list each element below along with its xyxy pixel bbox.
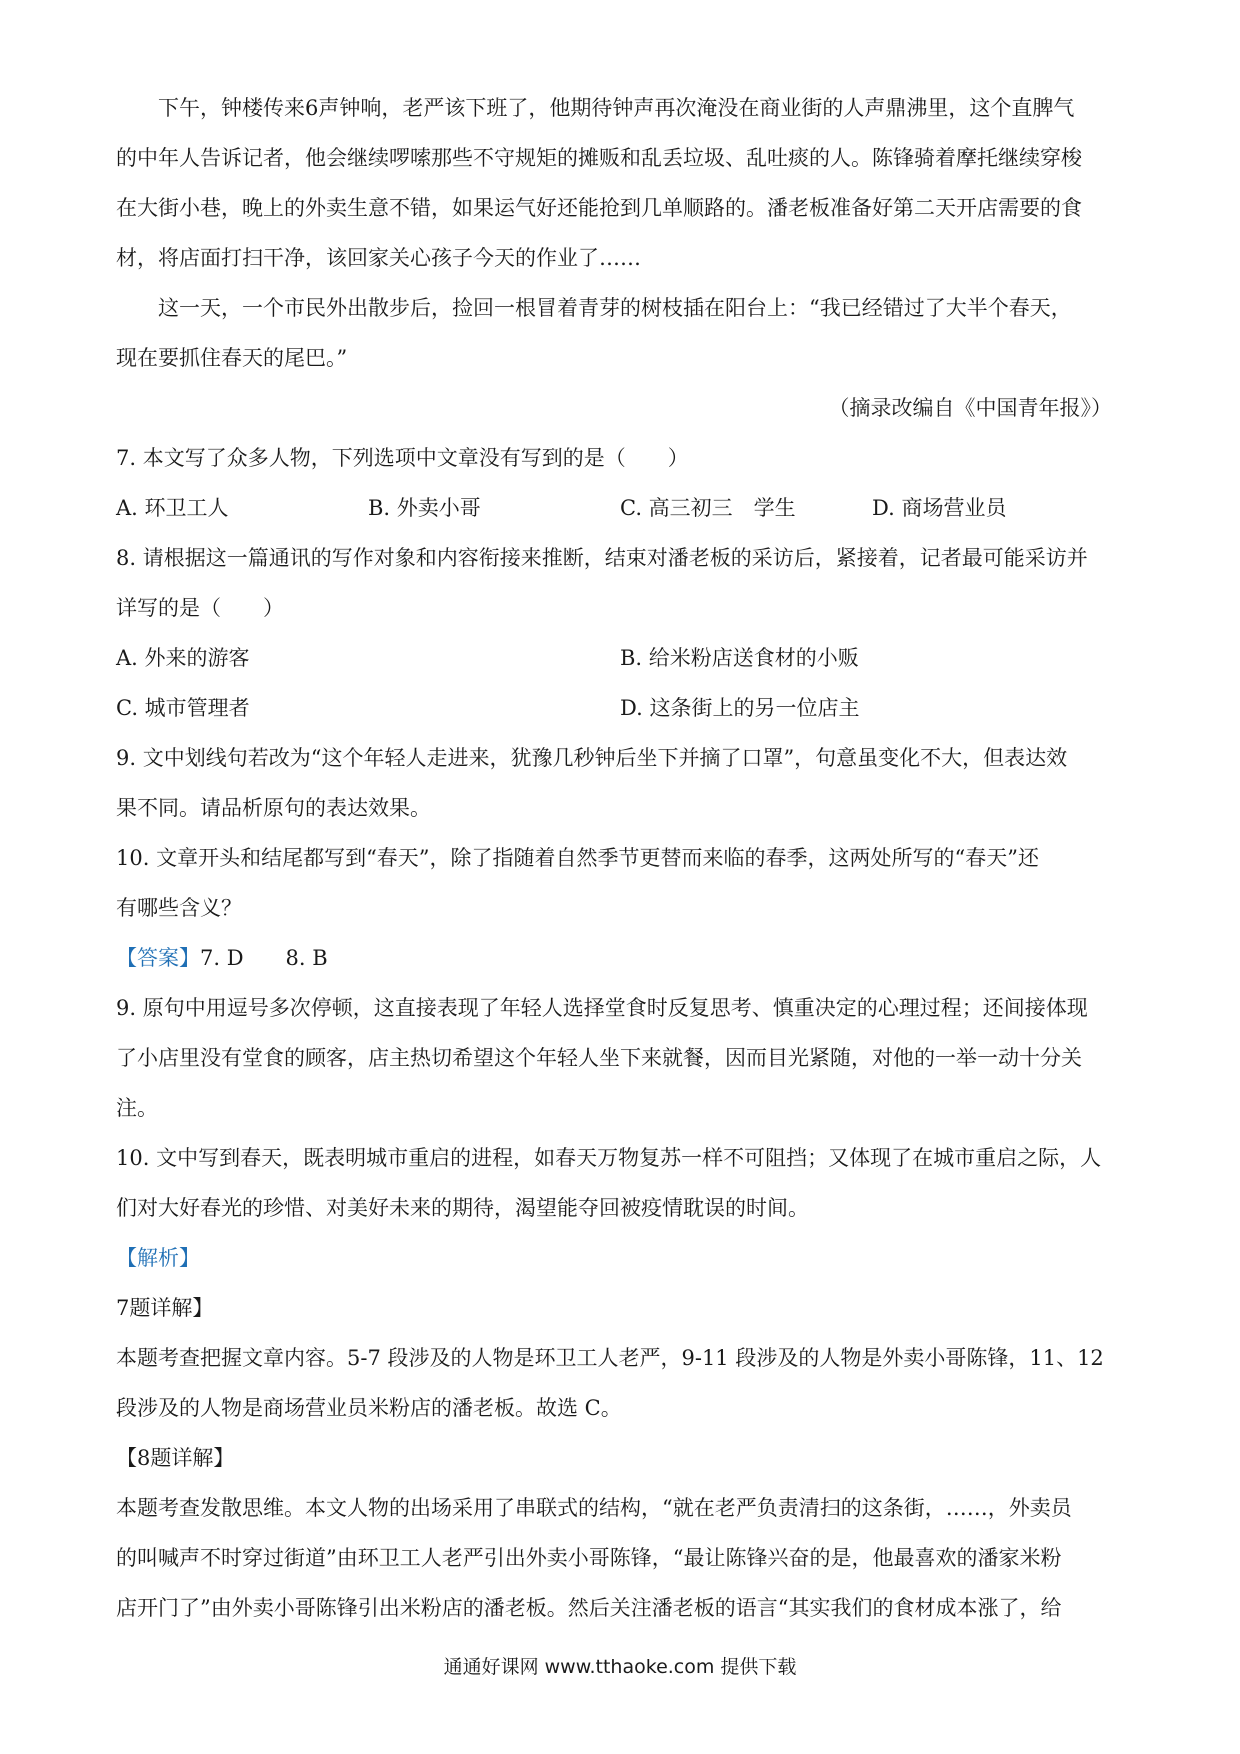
analysis-label: 【解析】 bbox=[116, 1246, 200, 1270]
passage-line: 下午，钟楼传来6声钟响，老严该下班了，他期待钟声再次淹没在商业街的人声鼎沸里，这个直脾气 bbox=[158, 96, 1075, 120]
detail-8-line: 的叫喊声不时穿过街道”由环卫工人老严引出外卖小哥陈锋，“最让陈锋兴奋的是，他最喜欢的潘家米粉 bbox=[116, 1546, 1062, 1570]
question-8-stem: 8. 请根据这一篇通讯的写作对象和内容衔接来推断，结束对潘老板的采访后，紧接着，记者最可能采访并 bbox=[116, 546, 1088, 570]
question-7-option-c: C. 高三初三 学生 bbox=[620, 496, 796, 520]
question-8-option-c: C. 城市管理者 bbox=[116, 696, 250, 720]
answer-line bbox=[116, 943, 328, 973]
question-8-option-d: D. 这条街上的另一位店主 bbox=[620, 696, 860, 720]
question-7-option-d: D. 商场营业员 bbox=[872, 496, 1007, 520]
question-10-stem: 10. 文章开头和结尾都写到“春天”，除了指随着自然季节更替而来临的春季，这两处所写的“春天”还 bbox=[116, 846, 1040, 870]
question-10-stem: 有哪些含义？ bbox=[116, 896, 242, 920]
answer-9-line: 了小店里没有堂食的顾客，店主热切希望这个年轻人坐下来就餐，因而目光紧随，对他的一举一动十分关 bbox=[116, 1046, 1082, 1070]
answer-label: 【答案】 bbox=[116, 946, 200, 970]
detail-8-title: 【8题详解】 bbox=[116, 1446, 235, 1470]
question-8-option-b: B. 给米粉店送食材的小贩 bbox=[620, 646, 859, 670]
detail-7-line: 本题考查把握文章内容。5-7 段涉及的人物是环卫工人老严，9-11 段涉及的人物是外卖小哥陈锋，11、12 bbox=[116, 1346, 1104, 1370]
question-8-stem: 详写的是（ ） bbox=[116, 596, 284, 620]
answer-10-line: 10. 文中写到春天，既表明城市重启的进程，如春天万物复苏一样不可阻挡；又体现了在城市重启之际，人 bbox=[116, 1146, 1102, 1170]
answer-9-line: 9. 原句中用逗号多次停顿，这直接表现了年轻人选择堂食时反复思考、慎重决定的心理过程；还间接体现 bbox=[116, 996, 1088, 1020]
passage-line: 这一天，一个市民外出散步后，捡回一根冒着青芽的树枝插在阳台上：“我已经错过了大半个春天， bbox=[158, 296, 1072, 320]
passage-line: 的中年人告诉记者，他会继续啰嗦那些不守规矩的摊贩和乱丢垃圾、乱吐痰的人。陈锋骑着摩托继续穿梭 bbox=[116, 146, 1082, 170]
passage-line: 现在要抓住春天的尾巴。” bbox=[116, 346, 348, 370]
answer-9-line: 注。 bbox=[116, 1096, 158, 1120]
detail-8-line: 店开门了”由外卖小哥陈锋引出米粉店的潘老板。然后关注潘老板的语言“其实我们的食材成本涨了，给 bbox=[116, 1596, 1062, 1620]
answer-text: 7. D 8. B bbox=[200, 946, 328, 970]
question-8-option-a: A. 外来的游客 bbox=[116, 646, 250, 670]
question-7-option-b: B. 外卖小哥 bbox=[368, 496, 481, 520]
detail-8-line: 本题考查发散思维。本文人物的出场采用了串联式的结构，“就在老严负责清扫的这条街，……，外卖员 bbox=[116, 1496, 1072, 1520]
question-9-stem: 果不同。请品析原句的表达效果。 bbox=[116, 796, 431, 820]
source-citation: （摘录改编自《中国青年报》） bbox=[828, 396, 1112, 420]
page-footer: 通通好课网 www.tthaoke.com 提供下载 bbox=[443, 1656, 797, 1678]
question-9-stem: 9. 文中划线句若改为“这个年轻人走进来，犹豫几秒钟后坐下并摘了口罩”，句意虽变化不大，但表达效 bbox=[116, 746, 1068, 770]
answer-10-line: 们对大好春光的珍惜、对美好未来的期待，渴望能夺回被疫情耽误的时间。 bbox=[116, 1196, 809, 1220]
detail-7-line: 段涉及的人物是商场营业员米粉店的潘老板。故选 C。 bbox=[116, 1396, 622, 1420]
question-7-option-a: A. 环卫工人 bbox=[116, 496, 229, 520]
passage-line: 在大街小巷，晚上的外卖生意不错，如果运气好还能抢到几单顺路的。潘老板准备好第二天开店需要的食 bbox=[116, 196, 1082, 220]
question-7-stem: 7. 本文写了众多人物，下列选项中文章没有写到的是（ ） bbox=[116, 446, 689, 470]
detail-7-title: 7题详解】 bbox=[116, 1296, 214, 1320]
passage-line: 材，将店面打扫干净，该回家关心孩子今天的作业了…… bbox=[116, 246, 641, 270]
